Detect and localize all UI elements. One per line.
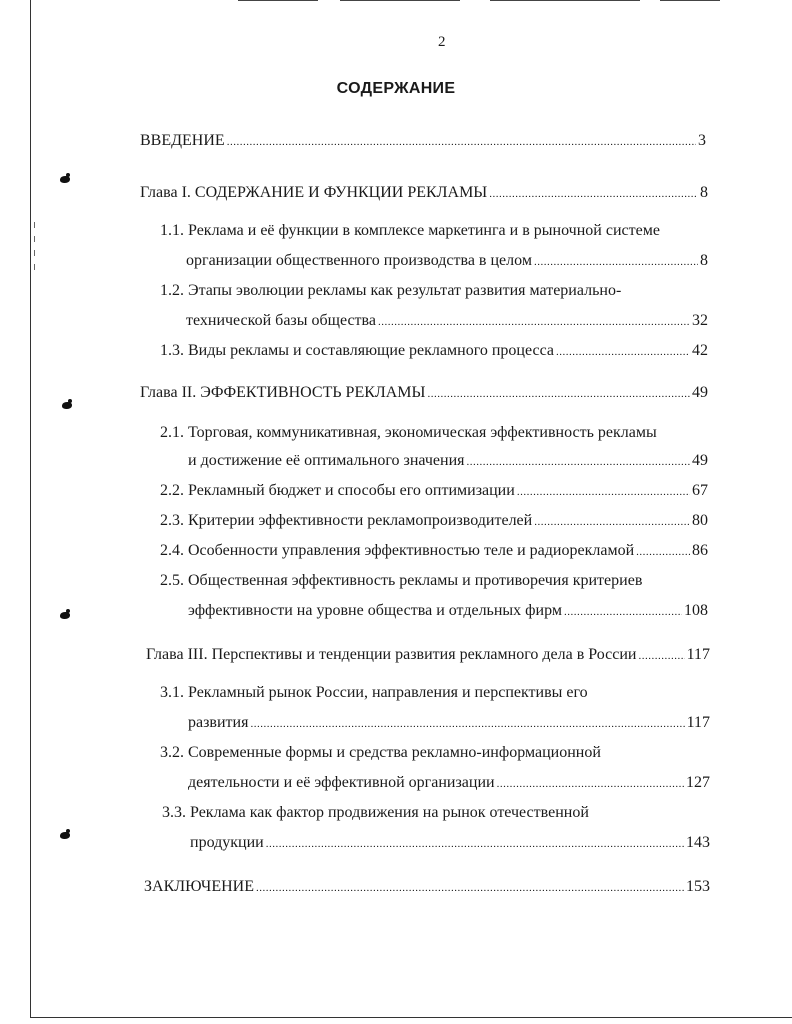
toc-entry-page: 8 [700,252,708,269]
toc-leader [517,486,690,498]
page-edge-left [30,0,31,1018]
toc-leader [534,516,690,528]
toc-entry-text: Глава I. СОДЕРЖАНИЕ И ФУНКЦИИ РЕКЛАМЫ [140,184,488,201]
toc-entry-text: эффективности на уровне общества и отдельных фирм [188,602,562,619]
toc-entry [146,646,710,666]
toc-leader [636,546,690,558]
toc-leader [489,188,698,200]
toc-entry [160,572,642,592]
toc-entry-page: 3 [698,132,706,149]
scan-artifact-line [660,0,720,1]
toc-entry [186,252,708,272]
toc-entry-page: 32 [692,312,708,329]
toc-entry [144,878,710,898]
toc-leader [467,456,691,468]
toc-entry [188,602,708,622]
toc-leader [427,388,690,400]
toc-entry-page: 49 [692,384,708,401]
toc-entry [160,482,708,502]
toc-entry-page: 117 [686,646,710,663]
toc-entry-page: 42 [692,342,708,359]
toc-entry-page: 8 [700,184,708,201]
toc-entry [140,132,706,152]
toc-entry-text: 2.1. Торговая, коммуникативная, экономическая эффективность рекламы [160,424,657,441]
toc-entry-page: 153 [686,878,710,895]
punch-hole-mark [60,176,70,183]
toc-entry-text: Глава III. Перспективы и тенденции развития рекламного дела в России [146,646,637,663]
toc-leader [497,778,684,790]
toc-entry-page: 49 [692,452,708,469]
binder-marks [34,222,36,270]
toc-leader [378,316,690,328]
punch-hole-mark [60,612,70,619]
toc-entry-text: ВВЕДЕНИЕ [140,132,225,149]
toc-entry [162,804,589,824]
toc-entry [160,222,660,242]
toc-entry-page: 143 [686,834,710,851]
scan-artifact-line [490,0,640,1]
page-title: СОДЕРЖАНИЕ [336,80,456,97]
toc-leader [564,606,682,618]
toc-entry [140,384,708,404]
toc-entry [188,774,710,794]
toc-entry-page: 127 [686,774,710,791]
toc-leader [256,882,684,894]
toc-entry-text: Глава II. ЭФФЕКТИВНОСТЬ РЕКЛАМЫ [140,384,426,401]
toc-entry-text: 2.2. Рекламный бюджет и способы его оптимизации [160,482,515,499]
toc-entry-text: 3.3. Реклама как фактор продвижения на рынок отечественной [162,804,589,821]
toc-entry-text: 2.4. Особенности управления эффективностью теле и радиорекламой [160,542,635,559]
page-number: 2 [438,34,446,50]
toc-entry [160,744,601,764]
toc-entry-text: продукции [190,834,264,851]
toc-entry-text: 1.1. Реклама и её функции в комплексе маркетинга и в рыночной системе [160,222,660,239]
toc-entry [188,714,710,734]
toc-entry-text: и достижение её оптимального значения [188,452,465,469]
toc-entry [186,312,708,332]
page-edge-bottom [30,1017,792,1018]
toc-entry-page: 86 [692,542,708,559]
toc-entry [188,452,708,472]
toc-entry [160,684,588,704]
toc-entry [160,424,657,444]
toc-leader [266,838,684,850]
toc-entry-text: организации общественного производства в целом [186,252,532,269]
scan-artifact-line [238,0,318,1]
toc-entry [160,542,708,562]
toc-leader [639,650,685,662]
toc-leader [534,256,698,268]
toc-entry-text: 1.3. Виды рекламы и составляющие рекламного процесса [160,342,554,359]
toc-leader [250,718,684,730]
punch-hole-mark [60,832,70,839]
toc-entry [140,184,708,204]
toc-entry-page: 80 [692,512,708,529]
toc-entry-page: 117 [686,714,710,731]
toc-entry-text: деятельности и её эффективной организации [188,774,495,791]
toc-entry-text: ЗАКЛЮЧЕНИЕ [144,878,254,895]
toc-entry-text: 1.2. Этапы эволюции рекламы как результат развития материально- [160,282,622,299]
toc-entry-text: 3.2. Современные формы и средства рекламно-информационной [160,744,601,761]
toc-entry-page: 67 [692,482,708,499]
toc-entry [160,282,621,302]
toc-entry-text: 3.1. Рекламный рынок России, направления и перспективы его [160,684,588,701]
toc-entry-page: 108 [684,602,708,619]
toc-leader [227,136,696,148]
toc-entry-text: 2.3. Критерии эффективности рекламопроизводителей [160,512,533,529]
toc-entry [160,512,708,532]
scan-artifact-line [340,0,460,1]
toc-entry-text: 2.5. Общественная эффективность рекламы и противоречия критериев [160,572,643,589]
punch-hole-mark [62,402,72,409]
toc-entry [160,342,708,362]
toc-leader [556,346,690,358]
toc-entry-text: развития [188,714,249,731]
toc-entry-text: технической базы общества [186,312,376,329]
toc-entry [190,834,710,854]
